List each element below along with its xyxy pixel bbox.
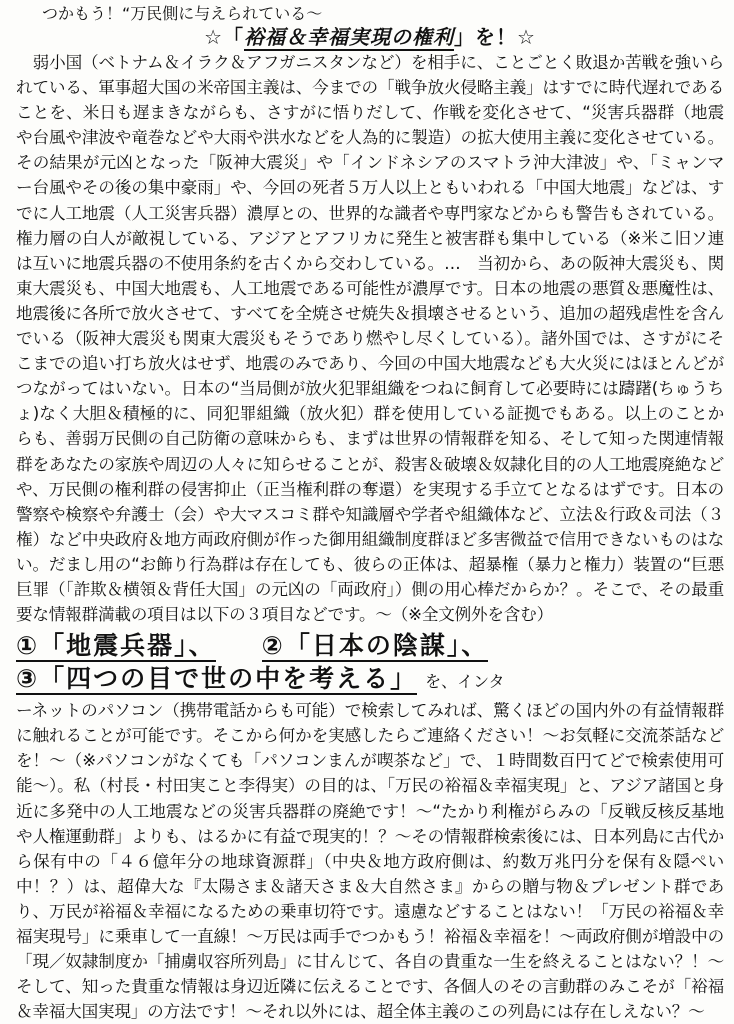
keyword-row-1 bbox=[16, 629, 724, 662]
headline-suffix: 」を！☆ bbox=[454, 25, 536, 49]
keyword-row-2 bbox=[16, 662, 724, 698]
tagline: つかもう！“万民側に与えられている〜 bbox=[42, 4, 323, 23]
keyword-item-3: ③「四つの目で世の中を考える」 bbox=[16, 664, 418, 694]
keyword-item-3-tail: を、インタ bbox=[425, 672, 505, 692]
keyword-item-1: ①「地震兵器」、 bbox=[16, 631, 216, 661]
search-keyword-list bbox=[16, 629, 724, 698]
headline bbox=[16, 24, 724, 50]
headline-main: 裕福＆幸福実現の権利 bbox=[244, 25, 454, 49]
keyword-item-2: ②「日本の陰謀」、 bbox=[261, 631, 489, 661]
headline-prefix: ☆「 bbox=[204, 25, 244, 49]
paragraph-closing: ーネットのパソコン（携帯電話からも可能）で検索してみれば、驚くほどの国内外の有益情報群に触れることが可能です。そこから何かを実感したらご連絡ください！〜お気軽に交流茶話などを！〜（※パソコンがなくても「パソコンまんが喫茶など」で、１時間数百円てどで検索使用可能〜）。私（村長・村田実こと李得実）の目的は、「万民の裕福＆幸福実現」と、アジア諸国と身近に多発中の人工地震などの災害兵器群の廃絶です！〜“たかり利権がらみの「反戦反核反基地や人権運動群」よりも、はるかに有益で現実的！？〜その情報群検索後には、日本列島に古代から保有中の「４６億年分の地球資源群」（中央＆地方政府側は、約数万兆円分を保有＆隠ぺい中！？）は、超偉大な『太陽さま＆諸天さま＆大自然さま』からの贈与物＆プレゼント群であり、万民が裕福＆幸福になるための乗車切符です。遠慮などすることはない！「万民の裕福＆幸福実現号」に乗車して一直線！〜万民は両手でつかもう！裕福＆幸福を！〜両政府側が増設中の「現／奴隷制度か「捕虜収容所列島」に甘んじて、各自の貴重な一生を終えることはない？！〜そして、知った貴重な情報は身辺近隣に伝えることです、各個人のその言動群のみこそが「裕福＆幸福大国実現」の方法です！〜それ以外には、超全体主義のこの列島には存在しえない？〜 bbox=[16, 701, 724, 1022]
paragraph-intro: 弱小国（ベトナム＆イラク＆アフガニスタンなど）を相手に、ことごとく敗退か苦戦を強いられている、軍事超大国の米帝国主義は、今までの「戦争放火侵略主義」はすでに時代遅れであることを、米日も遅まきながらも、さすがに悟りだして、作戦を変化させて、“災害兵器群（地震や台風や津波や竜巻などや大雨や洪水などを人為的に製造）の拡大使用主義に変化させている。その結果が元凶となった「阪神大震災」や「インドネシアのスマトラ沖大津波」や、「ミャンマー台風やその後の集中豪雨」や、今回の死者５万人以上ともいわれる「中国大地震」などは、すでに人工地震（人工災害兵器）濃厚との、世界的な識者や専門家などからも警告もされている。権力層の白人が敵視している、アジアとアフリカに発生と被害群も集中している（※米こ旧ソ連は互いに地震兵器の不使用条約を古くから交わしている。… 当初から、あの阪神大震災も、関東大震災も、中国大地震も、人工地震である可能性が濃厚です。日本の地震の悪質＆悪魔性は、地震後に各所で放火させて、すべてを全焼させ焼失＆損壊させるという、追加の超残虐性を含んでいる（阪神大震災も関東大震災もそうであり燃やし尽くしている）。諸外国では、さすがにそこまでの追い打ち放火はせず、地震のみであり、今回の中国大地震なども大火災にはほとんどがつながってはいない。日本の“当局側が放火犯罪組織をつねに飼育して必要時には躊躇(ちゅうちょ)なく大胆＆積極的に、同犯罪組織（放火犯）群を使用している証拠でもある。以上のことからも、善弱万民側の自己防衛の意味からも、まずは世界の情報群を知る、そして知った関連情報群をあなたの家族や周辺の人々に知らせることが、殺害＆破壊＆奴隷化目的の人工地震廃絶などや、万民側の権利群の侵害抑止（正当権利群の奪還）を実現する手立てとなるはずです。日本の警察や検察や弁護士（会）や大マスコミ群や知識層や学者や組織体など、立法＆行政＆司法（３権）など中央政府＆地方両政府側が作った御用組織制度群ほど多害微益で信用できないものはない。だまし用の“お飾り行為群は存在しても、彼らの正体は、超暴権（暴力と権力）装置の“巨悪巨罪（「詐欺＆横領＆背任大国」の元凶の「両政府」）側の用心棒だからか？。そこで、その最重要な情報群満載の項目は以下の３項目などです。〜（※全文例外を含む） bbox=[16, 53, 724, 625]
